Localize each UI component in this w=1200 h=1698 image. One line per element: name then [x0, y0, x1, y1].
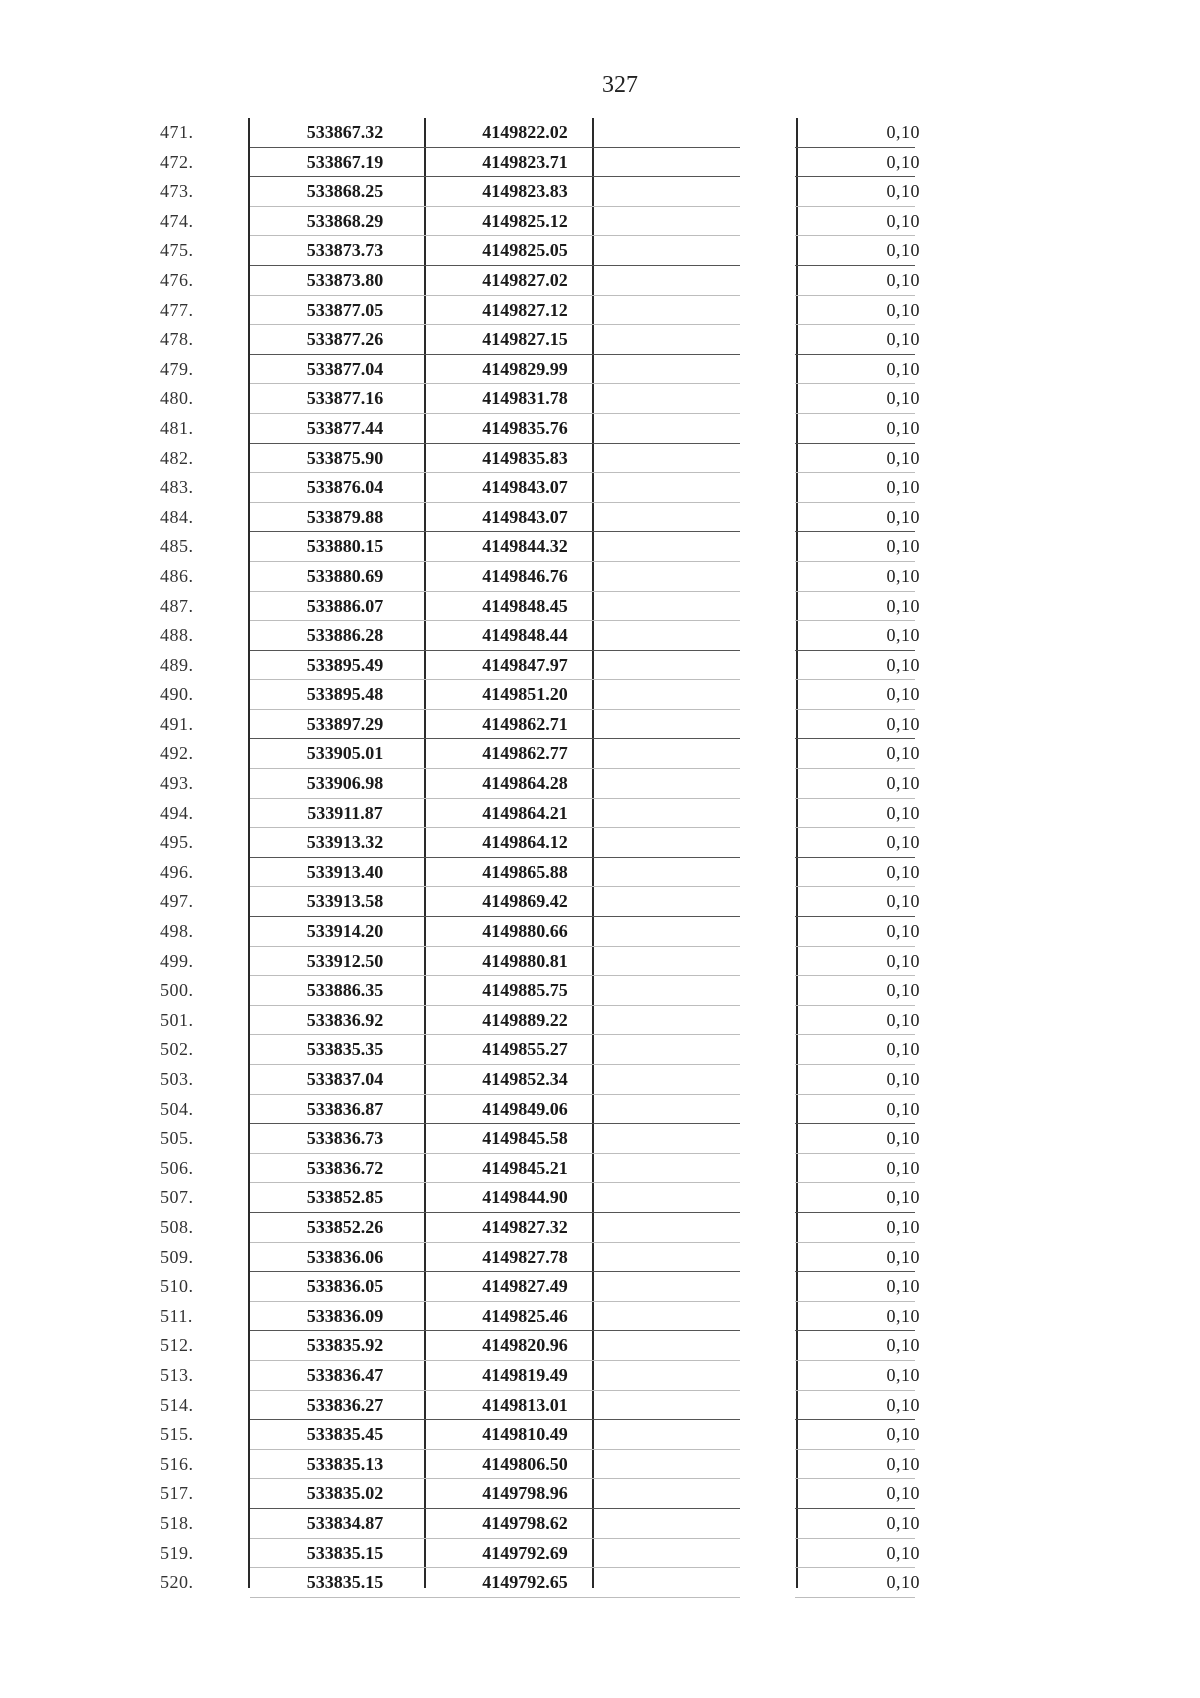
x-coordinate: 533886.07 — [306, 595, 384, 616]
point-number: 517. — [160, 1483, 194, 1504]
row-rule — [795, 1597, 915, 1598]
value: 0,10 — [886, 506, 920, 527]
point-number: 499. — [160, 950, 194, 971]
x-coordinate: 533867.19 — [306, 151, 384, 172]
table-row — [150, 1361, 920, 1391]
point-number: 483. — [160, 477, 194, 498]
table-row — [150, 1479, 920, 1509]
value: 0,10 — [886, 1276, 920, 1297]
value: 0,10 — [886, 1039, 920, 1060]
x-coordinate: 533906.98 — [306, 773, 384, 794]
table-row — [150, 177, 920, 207]
value: 0,10 — [886, 654, 920, 675]
x-coordinate: 533880.69 — [306, 565, 384, 586]
value: 0,10 — [886, 1424, 920, 1445]
x-coordinate: 533914.20 — [306, 921, 384, 942]
x-coordinate: 533852.85 — [306, 1187, 384, 1208]
value: 0,10 — [886, 921, 920, 942]
table-row — [150, 473, 920, 503]
table-row — [150, 769, 920, 799]
table-row — [150, 1331, 920, 1361]
point-number: 496. — [160, 861, 194, 882]
y-coordinate: 4149823.71 — [482, 151, 568, 172]
y-coordinate: 4149862.71 — [482, 713, 568, 734]
y-coordinate: 4149827.32 — [482, 1216, 568, 1237]
y-coordinate: 4149848.44 — [482, 625, 568, 646]
x-coordinate: 533876.04 — [306, 477, 384, 498]
y-coordinate: 4149843.07 — [482, 477, 568, 498]
y-coordinate: 4149889.22 — [482, 1009, 568, 1030]
table-row — [150, 325, 920, 355]
table-row — [150, 1124, 920, 1154]
table-row — [150, 858, 920, 888]
point-number: 489. — [160, 654, 194, 675]
table-row — [150, 236, 920, 266]
point-number: 520. — [160, 1572, 194, 1593]
point-number: 485. — [160, 536, 194, 557]
x-coordinate: 533913.40 — [306, 861, 384, 882]
point-number: 498. — [160, 921, 194, 942]
y-coordinate: 4149835.83 — [482, 447, 568, 468]
x-coordinate: 533836.05 — [306, 1276, 384, 1297]
table-row — [150, 355, 920, 385]
x-coordinate: 533835.35 — [306, 1039, 384, 1060]
x-coordinate: 533895.48 — [306, 684, 384, 705]
table-row — [150, 1035, 920, 1065]
table-row — [150, 592, 920, 622]
point-number: 501. — [160, 1009, 194, 1030]
x-coordinate: 533867.32 — [306, 122, 384, 142]
x-coordinate: 533877.05 — [306, 299, 384, 320]
value: 0,10 — [886, 861, 920, 882]
point-number: 494. — [160, 802, 194, 823]
table-row — [150, 1568, 920, 1598]
point-number: 516. — [160, 1453, 194, 1474]
x-coordinate: 533877.26 — [306, 329, 384, 350]
point-number: 474. — [160, 210, 194, 231]
value: 0,10 — [886, 417, 920, 438]
table-row — [150, 503, 920, 533]
y-coordinate: 4149792.65 — [482, 1572, 568, 1593]
value: 0,10 — [886, 151, 920, 172]
x-coordinate: 533835.02 — [306, 1483, 384, 1504]
point-number: 509. — [160, 1246, 194, 1267]
table-row — [150, 1213, 920, 1243]
table-row — [150, 976, 920, 1006]
y-coordinate: 4149827.12 — [482, 299, 568, 320]
x-coordinate: 533879.88 — [306, 506, 384, 527]
table-row — [150, 444, 920, 474]
y-coordinate: 4149822.02 — [482, 122, 568, 142]
value: 0,10 — [886, 1216, 920, 1237]
table-row — [150, 1183, 920, 1213]
point-number: 484. — [160, 506, 194, 527]
point-number: 511. — [160, 1305, 193, 1326]
x-coordinate: 533911.87 — [307, 802, 383, 823]
table-row — [150, 1006, 920, 1036]
row-rule — [250, 1597, 740, 1598]
value: 0,10 — [886, 477, 920, 498]
value: 0,10 — [886, 1453, 920, 1474]
point-number: 491. — [160, 713, 194, 734]
x-coordinate: 533895.49 — [306, 654, 384, 675]
y-coordinate: 4149829.99 — [482, 358, 568, 379]
x-coordinate: 533868.29 — [306, 210, 384, 231]
point-number: 475. — [160, 240, 194, 261]
x-coordinate: 533834.87 — [306, 1512, 384, 1533]
x-coordinate: 533852.26 — [306, 1216, 384, 1237]
point-number: 514. — [160, 1394, 194, 1415]
value: 0,10 — [886, 299, 920, 320]
x-coordinate: 533835.92 — [306, 1335, 384, 1356]
value: 0,10 — [886, 1572, 920, 1593]
y-coordinate: 4149798.62 — [482, 1512, 568, 1533]
y-coordinate: 4149880.81 — [482, 950, 568, 971]
y-coordinate: 4149825.12 — [482, 210, 568, 231]
y-coordinate: 4149831.78 — [482, 388, 568, 409]
point-number: 473. — [160, 181, 194, 202]
table-row — [150, 947, 920, 977]
table-row — [150, 148, 920, 178]
value: 0,10 — [886, 1009, 920, 1030]
y-coordinate: 4149813.01 — [482, 1394, 568, 1415]
point-number: 503. — [160, 1069, 194, 1089]
x-coordinate: 533836.27 — [306, 1394, 384, 1415]
x-coordinate: 533913.32 — [306, 832, 384, 853]
y-coordinate: 4149844.90 — [482, 1187, 568, 1208]
table-row — [150, 384, 920, 414]
value: 0,10 — [886, 743, 920, 764]
point-number: 472. — [160, 151, 194, 172]
y-coordinate: 4149845.21 — [482, 1157, 568, 1178]
y-coordinate: 4149823.83 — [482, 181, 568, 202]
y-coordinate: 4149798.96 — [482, 1483, 568, 1504]
value: 0,10 — [886, 1483, 920, 1504]
value: 0,10 — [886, 1187, 920, 1208]
table-row — [150, 118, 920, 148]
point-number: 476. — [160, 269, 194, 290]
y-coordinate: 4149846.76 — [482, 565, 568, 586]
x-coordinate: 533836.87 — [306, 1098, 384, 1119]
x-coordinate: 533897.29 — [306, 713, 384, 734]
point-number: 518. — [160, 1512, 194, 1533]
y-coordinate: 4149844.32 — [482, 536, 568, 557]
point-number: 512. — [160, 1335, 194, 1356]
y-coordinate: 4149835.76 — [482, 417, 568, 438]
x-coordinate: 533836.06 — [306, 1246, 384, 1267]
value: 0,10 — [886, 565, 920, 586]
x-coordinate: 533835.13 — [306, 1453, 384, 1474]
table-row — [150, 1450, 920, 1480]
point-number: 500. — [160, 980, 194, 1001]
point-number: 502. — [160, 1039, 194, 1060]
table-row — [150, 621, 920, 651]
point-number: 480. — [160, 388, 194, 409]
point-number: 488. — [160, 625, 194, 646]
value: 0,10 — [886, 1512, 920, 1533]
x-coordinate: 533875.90 — [306, 447, 384, 468]
point-number: 508. — [160, 1216, 194, 1237]
table-row — [150, 1272, 920, 1302]
value: 0,10 — [886, 980, 920, 1001]
table-row — [150, 562, 920, 592]
table-row — [150, 1065, 920, 1095]
point-number: 493. — [160, 773, 194, 794]
y-coordinate: 4149849.06 — [482, 1098, 568, 1119]
value: 0,10 — [886, 181, 920, 202]
value: 0,10 — [886, 329, 920, 350]
value: 0,10 — [886, 950, 920, 971]
value: 0,10 — [886, 713, 920, 734]
x-coordinate: 533836.92 — [306, 1009, 384, 1030]
x-coordinate: 533836.73 — [306, 1128, 384, 1149]
value: 0,10 — [886, 1157, 920, 1178]
point-number: 507. — [160, 1187, 194, 1208]
table-row — [150, 1391, 920, 1421]
value: 0,10 — [886, 1069, 920, 1089]
y-coordinate: 4149847.97 — [482, 654, 568, 675]
table-row — [150, 1154, 920, 1184]
value: 0,10 — [886, 122, 920, 142]
point-number: 477. — [160, 299, 194, 320]
x-coordinate: 533913.58 — [306, 891, 384, 912]
y-coordinate: 4149851.20 — [482, 684, 568, 705]
y-coordinate: 4149865.88 — [482, 861, 568, 882]
x-coordinate: 533836.72 — [306, 1157, 384, 1178]
point-number: 481. — [160, 417, 194, 438]
value: 0,10 — [886, 595, 920, 616]
value: 0,10 — [886, 1394, 920, 1415]
y-coordinate: 4149827.15 — [482, 329, 568, 350]
y-coordinate: 4149827.78 — [482, 1246, 568, 1267]
point-number: 487. — [160, 595, 194, 616]
value: 0,10 — [886, 625, 920, 646]
y-coordinate: 4149862.77 — [482, 743, 568, 764]
y-coordinate: 4149864.12 — [482, 832, 568, 853]
table-row — [150, 680, 920, 710]
coordinates-table — [150, 118, 920, 1598]
point-number: 479. — [160, 358, 194, 379]
x-coordinate: 533836.09 — [306, 1305, 384, 1326]
value: 0,10 — [886, 1098, 920, 1119]
point-number: 478. — [160, 329, 194, 350]
point-number: 504. — [160, 1098, 194, 1119]
y-coordinate: 4149869.42 — [482, 891, 568, 912]
table-row — [150, 296, 920, 326]
value: 0,10 — [886, 1335, 920, 1356]
table-row — [150, 266, 920, 296]
x-coordinate: 533836.47 — [306, 1364, 384, 1385]
value: 0,10 — [886, 1246, 920, 1267]
y-coordinate: 4149855.27 — [482, 1039, 568, 1060]
value: 0,10 — [886, 240, 920, 261]
point-number: 482. — [160, 447, 194, 468]
y-coordinate: 4149864.28 — [482, 773, 568, 794]
y-coordinate: 4149864.21 — [482, 802, 568, 823]
value: 0,10 — [886, 388, 920, 409]
point-number: 513. — [160, 1364, 194, 1385]
table-row — [150, 1420, 920, 1450]
x-coordinate: 533835.15 — [306, 1542, 384, 1563]
value: 0,10 — [886, 536, 920, 557]
point-number: 510. — [160, 1276, 194, 1297]
x-coordinate: 533877.16 — [306, 388, 384, 409]
x-coordinate: 533877.04 — [306, 358, 384, 379]
point-number: 490. — [160, 684, 194, 705]
table-row — [150, 532, 920, 562]
y-coordinate: 4149825.46 — [482, 1305, 568, 1326]
x-coordinate: 533835.15 — [306, 1572, 384, 1593]
point-number: 519. — [160, 1542, 194, 1563]
y-coordinate: 4149880.66 — [482, 921, 568, 942]
table-row — [150, 414, 920, 444]
y-coordinate: 4149843.07 — [482, 506, 568, 527]
y-coordinate: 4149792.69 — [482, 1542, 568, 1563]
point-number: 492. — [160, 743, 194, 764]
x-coordinate: 533905.01 — [306, 743, 384, 764]
table-row — [150, 739, 920, 769]
y-coordinate: 4149810.49 — [482, 1424, 568, 1445]
table-row — [150, 828, 920, 858]
x-coordinate: 533873.80 — [306, 269, 384, 290]
y-coordinate: 4149845.58 — [482, 1128, 568, 1149]
y-coordinate: 4149806.50 — [482, 1453, 568, 1474]
page-number: 327 — [602, 72, 638, 98]
x-coordinate: 533873.73 — [306, 240, 384, 261]
y-coordinate: 4149819.49 — [482, 1364, 568, 1385]
value: 0,10 — [886, 802, 920, 823]
x-coordinate: 533837.04 — [306, 1069, 384, 1089]
point-number: 515. — [160, 1424, 194, 1445]
table-row — [150, 651, 920, 681]
table-row — [150, 1302, 920, 1332]
value: 0,10 — [886, 210, 920, 231]
point-number: 471. — [160, 122, 194, 142]
y-coordinate: 4149825.05 — [482, 240, 568, 261]
value: 0,10 — [886, 447, 920, 468]
x-coordinate: 533886.35 — [306, 980, 384, 1001]
value: 0,10 — [886, 832, 920, 853]
table-row — [150, 887, 920, 917]
value: 0,10 — [886, 891, 920, 912]
y-coordinate: 4149885.75 — [482, 980, 568, 1001]
value: 0,10 — [886, 1542, 920, 1563]
y-coordinate: 4149827.02 — [482, 269, 568, 290]
table-row — [150, 1243, 920, 1273]
point-number: 506. — [160, 1157, 194, 1178]
value: 0,10 — [886, 1128, 920, 1149]
y-coordinate: 4149848.45 — [482, 595, 568, 616]
x-coordinate: 533877.44 — [306, 417, 384, 438]
value: 0,10 — [886, 358, 920, 379]
y-coordinate: 4149852.34 — [482, 1069, 568, 1089]
y-coordinate: 4149820.96 — [482, 1335, 568, 1356]
x-coordinate: 533835.45 — [306, 1424, 384, 1445]
table-row — [150, 207, 920, 237]
point-number: 505. — [160, 1128, 194, 1149]
table-row — [150, 1539, 920, 1569]
x-coordinate: 533912.50 — [306, 950, 384, 971]
x-coordinate: 533886.28 — [306, 625, 384, 646]
table-row — [150, 1509, 920, 1539]
value: 0,10 — [886, 269, 920, 290]
table-row — [150, 799, 920, 829]
table-row — [150, 710, 920, 740]
value: 0,10 — [886, 1364, 920, 1385]
point-number: 495. — [160, 832, 194, 853]
point-number: 497. — [160, 891, 194, 912]
table-row — [150, 1095, 920, 1125]
point-number: 486. — [160, 565, 194, 586]
value: 0,10 — [886, 773, 920, 794]
table-row — [150, 917, 920, 947]
y-coordinate: 4149827.49 — [482, 1276, 568, 1297]
value: 0,10 — [886, 1305, 920, 1326]
x-coordinate: 533880.15 — [306, 536, 384, 557]
value: 0,10 — [886, 684, 920, 705]
x-coordinate: 533868.25 — [306, 181, 384, 202]
